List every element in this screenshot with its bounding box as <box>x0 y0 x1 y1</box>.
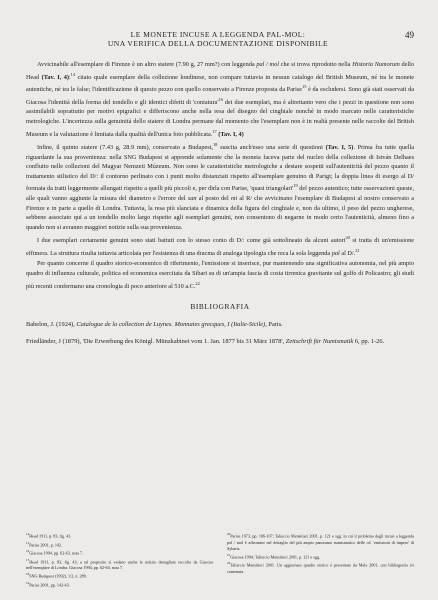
bibliography-entry: Friedländer, J (1879), 'Die Erwerbung des Königl. Münzkabinet vom 1. Jan. 1877 bis 31 März 1878', Zeitschrift für Numismatik 6, pp. 1-26. <box>26 337 385 345</box>
bibliography-entry: Babelon, J. (1924), Catalogue de la collection de Luynes. Monnaies grecques, I (Italie-Sicile), Paris. <box>26 320 283 328</box>
paragraph: Infine, il quinto statere (7.43 g, 28.9 mm), conservato a Budapest,$^{18}$ suscita anch'esso una serie di questioni (Tav. I, 5). Prima fra tutte quella riguardante la sua provenienza: nella SNG Budapest si apprende solamente che la moneta faceva parte del nucleo della collezione di István Delhaes confluito nelle collezioni del Magyar Nemzeti Múzeum. Non sono le caratteristiche metrologiche a destare sospetti sull'autenticità del pezzo quanto il trattamento stilistico del D/: il contorno perlinato con i punti molto distanziati rispetto all'esemplare genuino di Parigi; la doppia linea di esergo al D/ formata da tratti leggermente allungati rispetto a quelli più piccoli e, per dirla con Parise, 'quasi $triangolari'^{19}$ del pezzo autentico; tutte osservazioni queste, alle quali vanno aggiunte la misura del diametro e l'errore del san al posto del mi al R/ che avvicinano l'esemplare di Budapest al nostro conservato a Firenze e in parte a quello di Londra. Tuttavia, la resa più slanciata e dinamica della figura del cinghiale e, non da ultimo, il peso del pezzo ungherese, sebbene associato qui a un tondello molto largo rispetto agli esemplari genuini, non consentono di negarne in modo certo l'autenticità, almeno fino a quando non si avranno maggiori notizie sulla sua provenienza. <box>26 142 415 231</box>
running-title-line-1: LE MONETE INCUSE A LEGGENDA PAL-MOL: <box>130 30 306 39</box>
italic-text: pal <box>331 249 340 257</box>
body-text <box>26 60 414 354</box>
paragraph: Per quanto concerne il quadro storico-economico di riferimento, l'emissione si inserisce, pur mantenendo una significativa autonomia, nel più ampio quadro di influenza culturale, politica ed economica esercitata da Sibari su di un'ampia fascia di costa tirrenica gravitante sul golfo di Policastro; gli studi più recenti confermano una cronologia di poco anteriore al 510 a.C.$^{22}$ <box>26 260 414 290</box>
footnote: $^{16}$Giacosa 1994, pp. 62-63, nota 7. <box>26 549 84 556</box>
note-reference: 18 <box>26 572 30 577</box>
footnotes <box>26 531 414 588</box>
page-header <box>22 30 414 49</box>
note-reference: 15 <box>302 84 307 90</box>
paragraph: Avvicinabile all'esemplare di Firenze è un altro statere (7.90 g, 27 mm?) con leggenda pal / mol che si trova riprodotto nella Historia Numorum dello Head (Tav. I, 4):$^{14}$ citato quale esemplare della collezione londinese, non compare tuttavia in nessun catalogo del British Museum, né tra le monete autentiche, né tra le false; l'identificazione di questo pezzo con quello conservato a Firenze proposta da Parise$^{15}$ è da escludersi. Sono già stati osservati da Giacosa l'identità della forma del tondello e gli identici difetti di '$coniatura'^{16}$ dei due esemplari, ma è altrettanto vero che i pezzi in questione non sono assimilabili soprattutto per motivi epigrafici e differiscono anche nella resa del disegno del cinghiale nonché in modo marcato nelle caratteristiche metrologiche. L'incertezza sulla genuinità dello statere di Londra permane dal momento che l'esemplare non è in realtà presente nelle raccolte del British Museum e la valutazione è limitata dalla qualità dell'unica foto pubblicata.$^{17}$ (Tav. I, 4) <box>26 61 414 138</box>
note-reference: 19 <box>293 183 298 189</box>
footnote: $^{15}$Parise 2001, p. 142. <box>26 540 63 547</box>
paragraph: I due esemplari certamente genuini sono stati battuti con lo stesso conio di D/: come già sottolineato da alcuni autori$^{20}$ si tratta di un'emissione effimera. La struttura risulta tuttavia articolata per l'esistenza di una dracma di analoga tipologia che reca la sola leggenda pal al D/.$^{21}$ <box>26 235 414 257</box>
italic-text: Historia Numorum <box>352 61 400 68</box>
note-reference: 15 <box>26 540 30 545</box>
note-reference: 18 <box>212 142 218 148</box>
note-reference: 19 <box>26 580 30 585</box>
note-reference: 16 <box>26 549 30 554</box>
plate-reference: (Tav. I, 4) <box>41 73 69 81</box>
italic-text: mi <box>230 195 238 203</box>
italic-text: Zeitschrift für Numismatik <box>285 337 354 345</box>
footnote: $^{22}$Taliercio Mensitieri 2001. Un aggiornato quadro storico è presentato da Mele 2001, con bibliografia ivi contenuta. <box>227 561 414 574</box>
footnote: $^{14}$Head 1911, p. 83, fig. 43. <box>26 532 72 539</box>
note-reference: 14 <box>26 532 30 536</box>
note-reference: 17 <box>212 128 217 134</box>
running-title-line-2: UNA VERIFICA DELLA DOCUMENTAZIONE DISPONIBILE <box>107 39 329 49</box>
note-reference: 17 <box>26 557 30 562</box>
note-reference: 20 <box>227 532 231 536</box>
plate-reference: (Tav. I, 4) <box>218 130 244 138</box>
italic-text: san <box>187 195 197 203</box>
bibliography-heading: BIBLIOGRAFIA <box>190 302 250 312</box>
footnotes-left-column <box>26 531 213 588</box>
footnote: $^{18}$SNG Budapest (1992), 1/2, n. 289. <box>26 572 87 579</box>
note-reference: 20 <box>345 235 350 241</box>
footnotes-right-column <box>227 531 414 588</box>
italic-text: pal / mol <box>256 61 279 68</box>
footnote: $^{20}$Parise 1973, pp. 106-107; Taliercio Mensitieri 2001, p. 121 e sgg. in cui il problema degli incusi a leggenda pal / mol è affrontato nel dettaglio del più ampio panorama numismatico delle cd. 'emissioni di impero' di Sybaris. <box>227 532 414 551</box>
note-reference: 16 <box>218 96 223 102</box>
plate-reference: (Tav. I, 5) <box>325 144 354 152</box>
note-reference: 22 <box>227 561 231 566</box>
italic-text: Catalogue de la collection de Luynes. Monnaies grecques, I (Italie-Sicile) <box>76 320 266 328</box>
footnote: $^{21}$Giacosa 1994; Taliercio Mensitieri 2001, p. 121 e sgg. <box>227 552 321 560</box>
footnote: $^{19}$Parise 2001, pp. 142-43. <box>26 580 70 588</box>
note-reference: 22 <box>195 280 200 286</box>
note-reference: 14 <box>70 71 76 77</box>
note-reference: 21 <box>355 247 360 253</box>
page-number: 49 <box>405 30 414 40</box>
note-reference: 21 <box>227 552 231 557</box>
footnote: $^{17}$Head 1911, p. 83, fig. 43; a tal proposito si vedano anche le notizie dettagliate raccolte da Giacosa nell'esemplare di Londra. Giacosa 1994, pp. 62-63, nota 7. <box>26 557 213 571</box>
